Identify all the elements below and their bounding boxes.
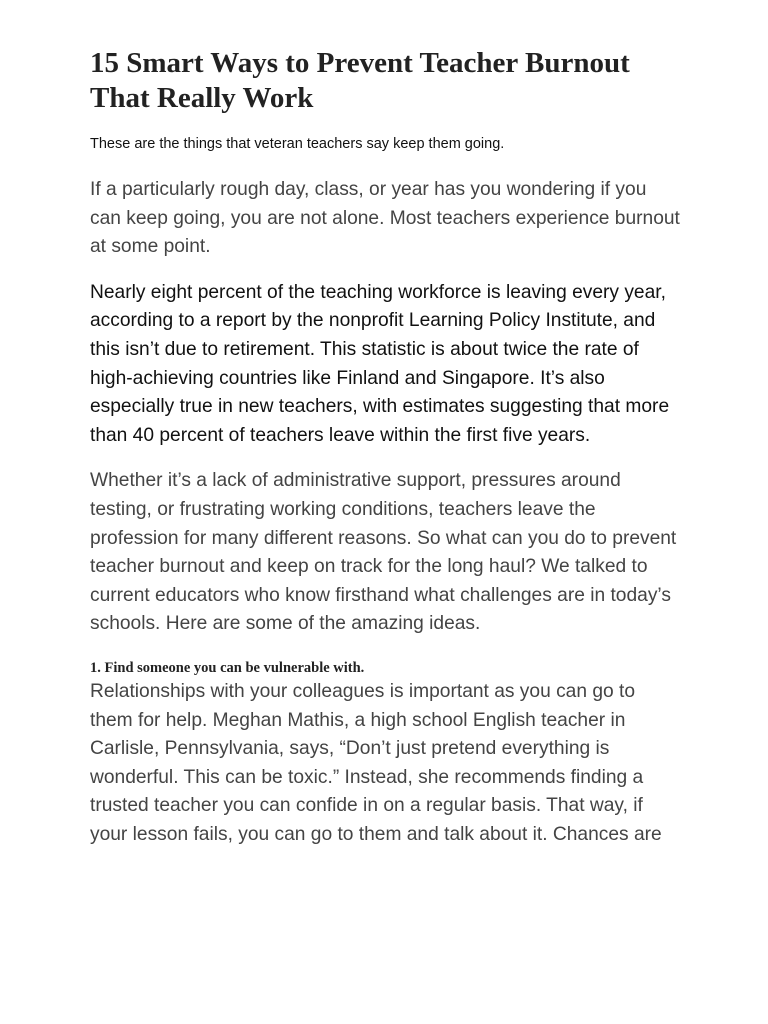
reasons-paragraph: Whether it’s a lack of administrative support, pressures around testing, or frustrating working conditions, teachers leave the profession for many different reasons. So what can you do to prevent teacher burnout and keep on track for the long haul? We talked to current educators who know firsthand what challenges are in today’s schools. Here are some of the amazing ideas. — [90, 470, 677, 635]
article-title: 15 Smart Ways to Prevent Teacher Burnout That Really Work — [90, 47, 630, 114]
statistics-paragraph: Nearly eight percent of the teaching workforce is leaving every year, according to a report by the nonprofit Learning Policy Institute, and this isn’t due to retirement. This statistic is about twice the rate of high-achieving countries like Finland and Singapore. It’s also especially true in new teachers, with estimates suggesting that more than 40 percent of teachers leave within the first five years. — [90, 281, 670, 446]
article-subtitle: These are the things that veteran teachers say keep them going. — [90, 136, 505, 152]
section-1-body: Relationships with your colleagues is important as you can go to them for help. Meghan Mathis, a high school English teacher in Carlisle, Pennsylvania, says, “Don’t just pretend everything is wonderful. This can be toxic.” Instead, she recommends finding a trusted teacher you can confide in on a regular basis. That way, if your lesson fails, you can go to them and talk about it. Chances are — [90, 680, 662, 845]
intro-paragraph: If a particularly rough day, class, or year has you wondering if you can keep going, you are not alone. Most teachers experience burnout at some point. — [90, 179, 680, 258]
section-1-heading: 1. Find someone you can be vulnerable with. — [90, 659, 365, 676]
